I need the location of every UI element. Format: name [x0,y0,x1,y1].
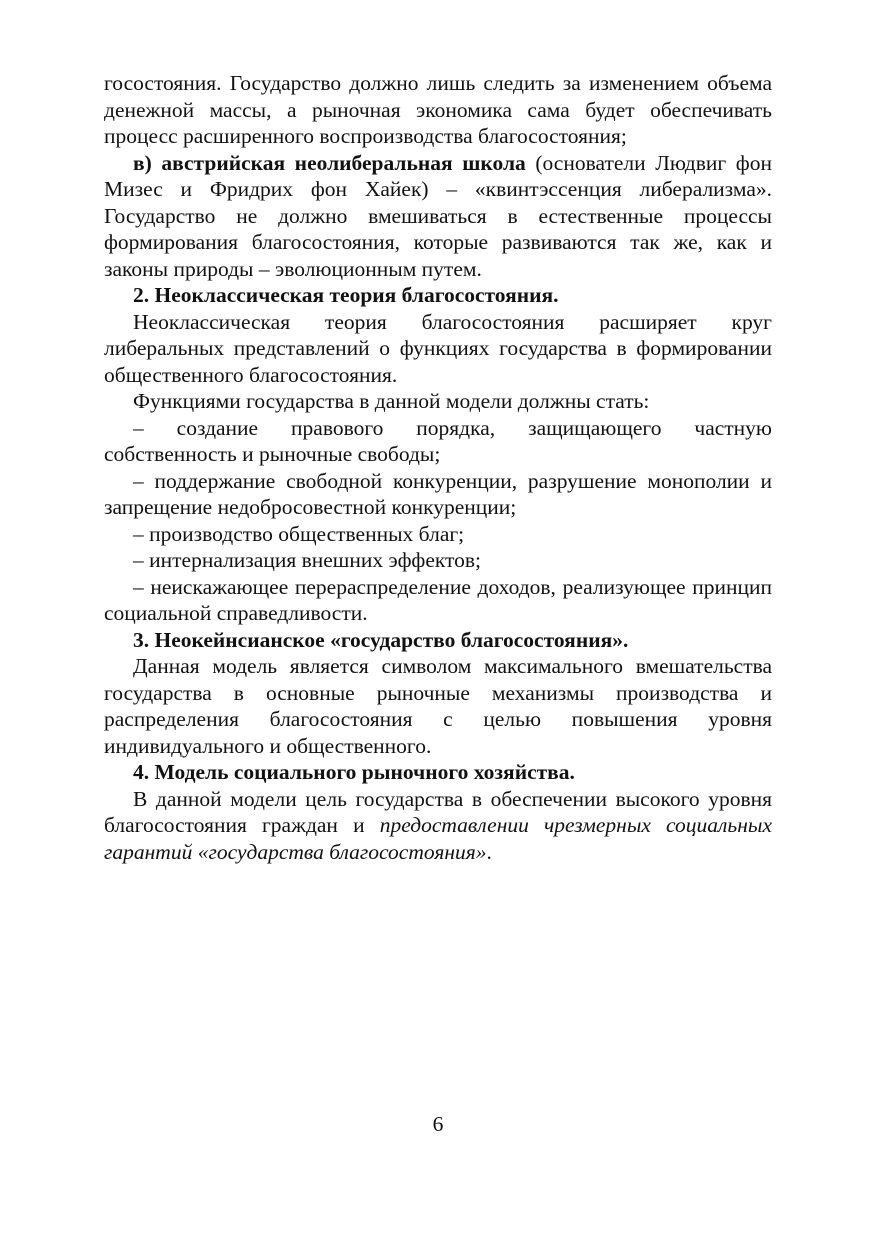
austrian-school-text: (основатели Людвиг фон Мизес и Фридрих фон Хайек) – «квинтэссенция либерализма». Государство не должно вмешиваться в естественные процессы формирования благосостояния, которые развиваются так же, как и законы природы – эволюционным путем. [104,150,772,281]
list-item: – поддержание свободной конкуренции, разрушение монополии и запрещение недобросовестной конкуренции; [104,468,772,519]
paragraph-social-market [104,786,772,866]
paragraph-functions-intro: Функциями государства в данной модели должны стать: [133,389,650,413]
austrian-school-term: в) австрийская неолиберальная школа [133,150,526,175]
list-item: – создание правового порядка, защищающего частную собственность и рыночные свободы; [104,415,772,466]
paragraph-neoclassical: Неоклассическая теория благосостояния расширяет круг либеральных представлений о функциях государства в формировании общественного благосостояния. [104,309,772,387]
heading-neokeynesian: 3. Неокейнсианское «государство благосостояния». [133,627,629,652]
page-number: 6 [432,1112,444,1136]
page-body [104,70,772,865]
social-market-end: . [486,839,492,864]
heading-social-market: 4. Модель социального рыночного хозяйства. [133,760,575,784]
list-item: – неискажающее перераспределение доходов, реализующее принцип социальной справедливости. [104,574,772,625]
paragraph-austrian-school [104,150,772,283]
social-market-text: В данной модели цель государства в обеспечении высокого уровня благосостояния граждан и [104,786,772,837]
list-item: – интернализация внешних эффектов; [133,548,482,572]
paragraph-continuation: госостояния. Государство должно лишь следить за изменением объема денежной массы, а рыночная экономика сама будет обеспечивать процесс расширенного воспроизводства благосостояния; [104,71,772,148]
paragraph-neokeynesian: Данная модель является символом максимального вмешательства государства в основные рыночные механизмы производства и распределения благосостояния с целью повышения уровня индивидуального и общественного. [104,654,772,758]
list-item: – производство общественных благ; [133,521,465,546]
social-market-italic: предоставлении чрезмерных социальных гарантий «государства благосостояния» [104,813,772,864]
heading-neoclassical: 2. Неоклассическая теория благосостояния. [133,283,559,307]
